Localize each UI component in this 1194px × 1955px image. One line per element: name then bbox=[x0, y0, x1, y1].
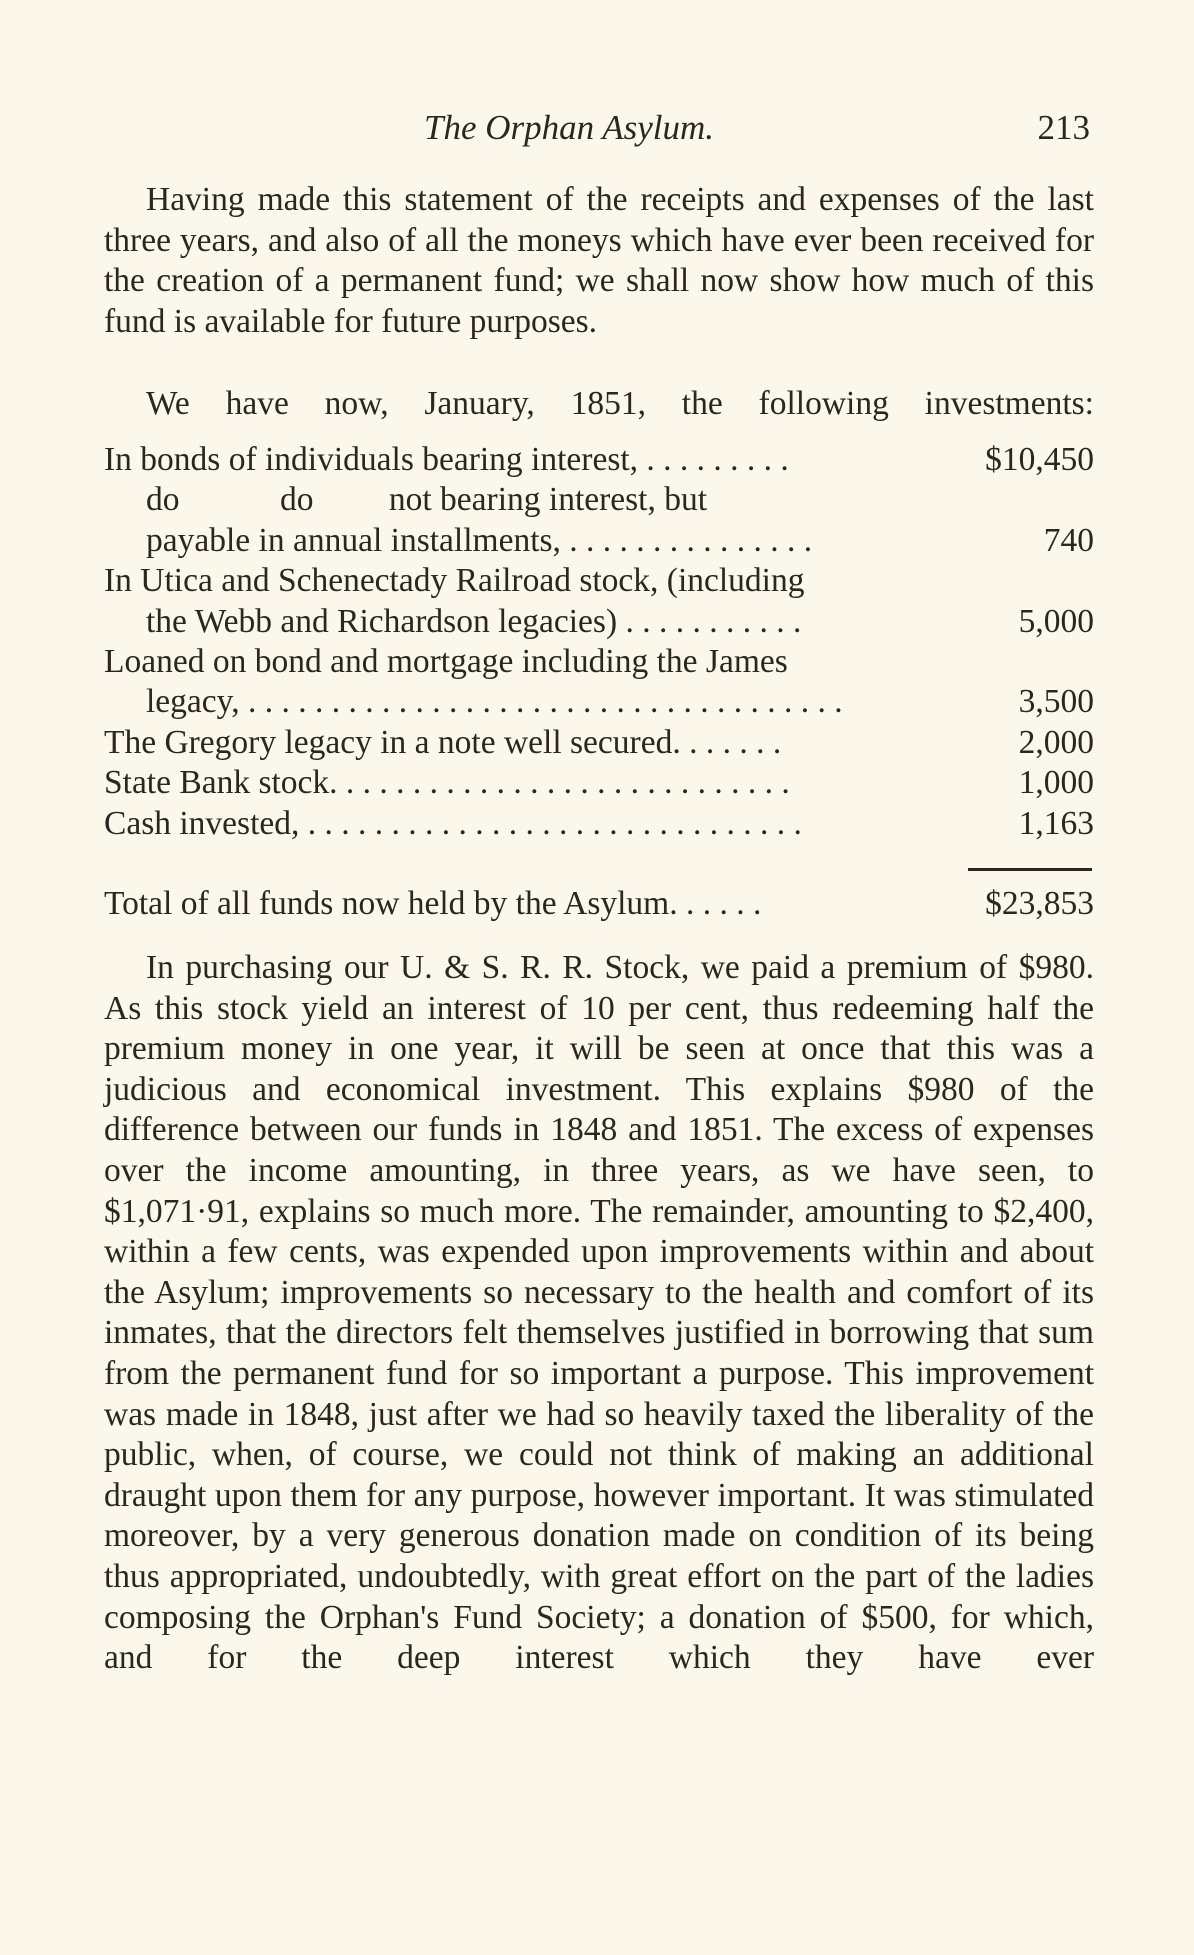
paragraph-stock-premium: In purchasing our U. & S. R. R. Stock, we paid a premium of $980. As this stock yield an interest of 10 per cent, thus redeeming half the premium money in one year, it will be seen at once that this was a judicious and economical investment. This explains $980 of the difference between our funds in 1848 and 1851. The excess of expenses over the income amounting, in three years, as we have seen, to $1,071·91, explains so much more. The remainder, amounting to $2,400, within a few cents, was expended upon improvements within and about the Asylum; improvements so necessary to the health and comfort of its inmates, that the directors felt themselves justified in borrowing that sum from the permanent fund for so important a purpose. This improvement was made in 1848, just after we had so heavily taxed the liberality of the public, when, of course, we could not think of making an additional draught upon them for any purpose, however important. It was stimulated moreover, by a very generous donation made on condition of its being thus appropriated, undoubtedly, with great effort on the part of the ladies composing the Orphan's Fund Society; a donation of $500, for which, and for the deep interest which they have ever bbox=[104, 949, 1094, 1677]
investment-amount: $10,450 bbox=[985, 441, 1094, 478]
page-number: 213 bbox=[1037, 108, 1090, 147]
investment-amount: 740 bbox=[1043, 521, 1094, 559]
investment-row bbox=[104, 723, 1094, 763]
investment-desc: In Utica and Schenectady Railroad stock, (including bbox=[104, 562, 805, 600]
investment-amount: 2,000 bbox=[1018, 723, 1094, 761]
running-title: The Orphan Asylum. bbox=[424, 108, 715, 147]
investment-desc: legacy, . . . . . . . . . . . . . . . . . . . . . . . . . . . . . . . . . . . . bbox=[146, 683, 843, 721]
investment-desc: the Webb and Richardson legacies) . . . . . . . . . . . bbox=[146, 602, 802, 640]
paragraph-receipts-statement: Having made this statement of the receipts and expenses of the last three years, and also of all the moneys which have ever been received for the creation of a permanent fund; we shall now show how much of this fund is available for future purposes. bbox=[104, 181, 1094, 340]
investment-amount: 3,500 bbox=[1018, 683, 1094, 721]
investment-desc: do do not bearing interest, but bbox=[146, 481, 708, 519]
investment-row bbox=[104, 804, 1094, 844]
investment-amount: 1,000 bbox=[1018, 764, 1094, 802]
investment-row bbox=[104, 480, 1094, 520]
investment-desc: In bonds of individuals bearing interest, . . . . . . . . . bbox=[104, 441, 789, 478]
total-label: Total of all funds now held by the Asylum. . . . . . bbox=[104, 885, 762, 922]
investment-amount: 5,000 bbox=[1018, 602, 1094, 640]
investment-desc: The Gregory legacy in a note well secured. . . . . . . bbox=[104, 723, 782, 761]
investment-row bbox=[104, 521, 1094, 561]
investments-table bbox=[104, 440, 1094, 844]
paragraph-investments-intro: We have now, January, 1851, the following investments: bbox=[146, 385, 1094, 422]
page-header bbox=[104, 108, 1094, 158]
total-amount: $23,853 bbox=[985, 885, 1094, 922]
investment-desc: payable in annual installments, . . . . . . . . . . . . . . . bbox=[146, 521, 813, 559]
investment-desc: Loaned on bond and mortgage including the James bbox=[104, 642, 788, 680]
investment-row bbox=[104, 561, 1094, 601]
investment-row bbox=[104, 763, 1094, 803]
sum-rule bbox=[968, 868, 1092, 871]
investment-row bbox=[104, 602, 1094, 642]
investment-desc: State Bank stock. . . . . . . . . . . . . . . . . . . . . . . . . . . . bbox=[104, 764, 790, 802]
investment-row bbox=[104, 440, 1094, 480]
investment-desc: Cash invested, . . . . . . . . . . . . . . . . . . . . . . . . . . . . . . bbox=[104, 804, 802, 842]
investment-amount: 1,163 bbox=[1018, 804, 1094, 842]
investment-row bbox=[104, 642, 1094, 682]
investment-row bbox=[104, 682, 1094, 722]
